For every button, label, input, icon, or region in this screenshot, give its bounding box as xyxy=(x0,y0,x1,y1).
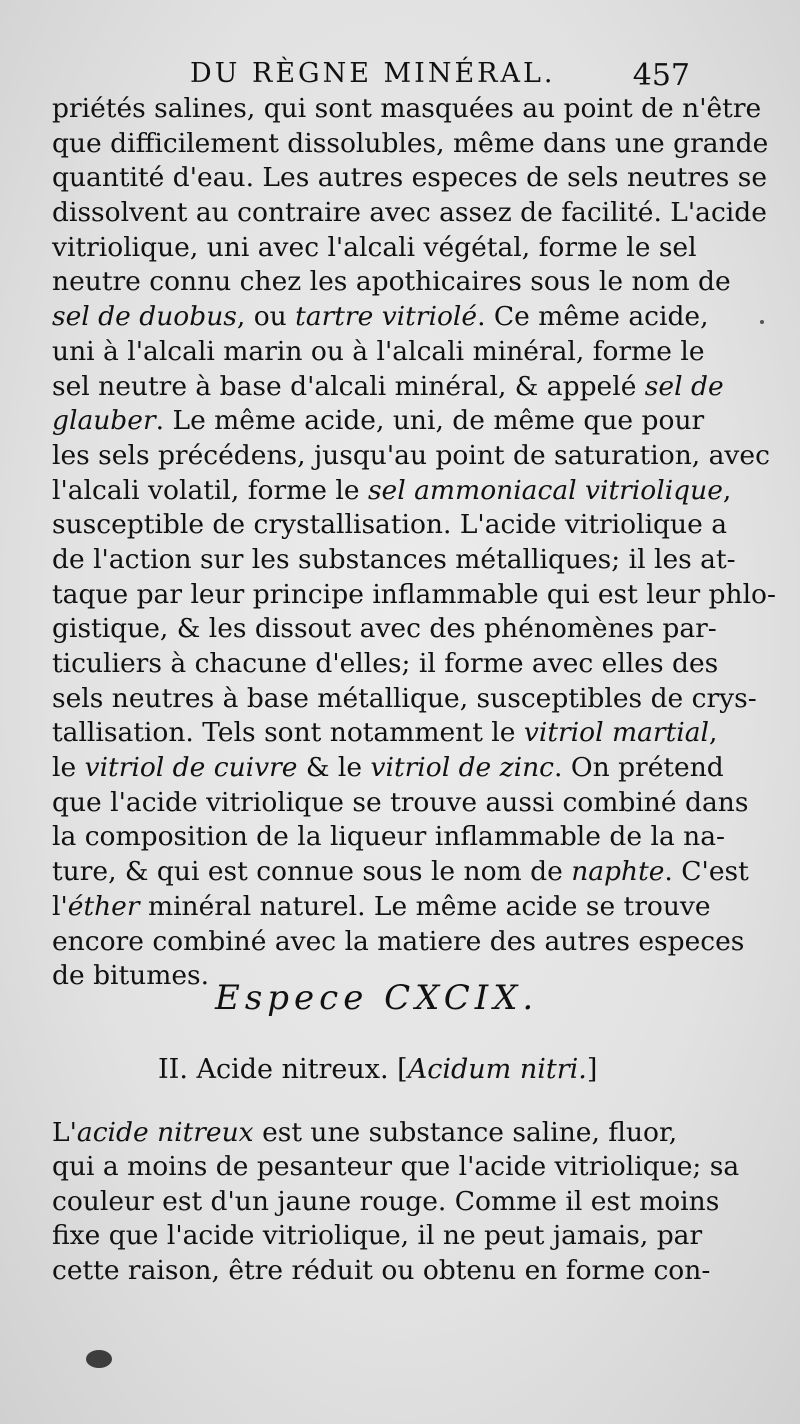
text-line xyxy=(52,265,731,300)
text-run: cette raison, être réduit ou obtenu en forme con- xyxy=(52,1254,711,1286)
italic-term: vitriol de cuivre xyxy=(84,752,298,784)
text-line xyxy=(52,890,712,925)
text-run: , xyxy=(708,717,718,749)
italic-term: éther xyxy=(67,890,140,922)
text-run: ticuliers à chacune d'elles; il forme avec elles des xyxy=(52,648,719,679)
italic-term: glauber xyxy=(52,405,156,437)
text-run: . C'est xyxy=(664,856,749,888)
text-line xyxy=(52,1150,740,1184)
text-line xyxy=(52,335,712,370)
paragraph-acide-nitreux xyxy=(52,1116,740,1288)
text-run: de l'action sur les substances métalliques; il les at- xyxy=(52,543,736,575)
text-run: . Ce même acide, xyxy=(477,301,709,333)
text-line xyxy=(52,231,712,266)
text-run: couleur est d'un jaune rouge. Comme il est moins xyxy=(52,1185,720,1217)
text-line xyxy=(52,647,719,682)
text-run: les sels précédens, jusqu'au point de saturation, avec xyxy=(52,439,770,471)
paragraph-acide-vitriolique xyxy=(52,92,776,994)
text-run: dissolvent au contraire avec assez de facilité. L'acide xyxy=(52,197,767,229)
text-run: est une substance saline, fluor, xyxy=(253,1117,678,1148)
italic-term: vitriol de zinc xyxy=(370,752,555,784)
text-line xyxy=(52,1254,712,1288)
text-line xyxy=(52,1185,720,1219)
text-run: . On prétend xyxy=(554,752,724,784)
text-run: sel neutre à base d'alcali minéral, & appelé xyxy=(52,370,645,402)
text-run: quantité d'eau. Les autres especes de sels neutres se xyxy=(52,162,768,194)
text-line xyxy=(52,1219,712,1253)
subheading-name: Acide nitreux. xyxy=(196,1054,389,1085)
text-line xyxy=(52,855,749,890)
text-run: uni à l'alcali marin ou à l'alcali minéral, forme le xyxy=(52,335,705,367)
text-line xyxy=(52,474,732,509)
text-line xyxy=(52,1116,712,1150)
italic-term: sel de duobus xyxy=(52,301,237,333)
text-run: taque par leur principe inflammable qui est leur phlo- xyxy=(52,578,776,610)
bracket-open: [ xyxy=(397,1054,408,1085)
text-run: sels neutres à base métallique, susceptibles de crys- xyxy=(52,682,757,714)
text-run: fixe que l'acide vitriolique, il ne peut jamais, par xyxy=(52,1220,703,1252)
text-run: minéral naturel. Le même acide se trouve xyxy=(139,890,711,922)
text-line xyxy=(52,404,712,439)
text-line xyxy=(52,682,757,717)
text-line xyxy=(52,716,718,751)
italic-term: sel de xyxy=(644,370,724,402)
text-line xyxy=(52,751,724,786)
text-line xyxy=(52,300,712,335)
text-line xyxy=(52,508,727,543)
text-run: priétés salines, qui sont masquées au point de n'être xyxy=(52,93,762,124)
text-run: que difficilement dissolubles, même dans une grande xyxy=(52,127,769,159)
page-number: 457 xyxy=(632,58,690,93)
subheading-latin: Acidum nitri. xyxy=(407,1054,587,1085)
text-line xyxy=(52,92,762,127)
text-run: l'alcali volatil, forme le xyxy=(52,474,368,506)
text-line xyxy=(52,925,745,960)
text-run: tallisation. Tels sont notamment le xyxy=(52,717,524,749)
subheading-number: II. xyxy=(158,1054,188,1085)
text-run: de bitumes. xyxy=(52,960,210,992)
species-heading: Espece CXCIX. xyxy=(215,978,539,1018)
text-line xyxy=(52,161,768,196)
text-run: & le xyxy=(297,752,371,784)
text-run: L' xyxy=(52,1117,77,1148)
text-run: , xyxy=(722,474,732,506)
text-line xyxy=(52,578,776,613)
text-run: gistique, & les dissout avec des phénomènes par- xyxy=(52,613,717,645)
italic-term: acide nitreux xyxy=(76,1117,254,1148)
italic-term: vitriol martial xyxy=(523,717,709,749)
text-line xyxy=(52,820,725,855)
text-line xyxy=(52,370,724,405)
text-line xyxy=(52,612,717,647)
bracket-close: ] xyxy=(586,1054,598,1085)
running-title: DU RÈGNE MINÉRAL. xyxy=(190,58,556,89)
text-run: ture, & qui est connue sous le nom de xyxy=(52,856,572,888)
text-run: . Le même acide, uni, de même que pour xyxy=(155,405,705,437)
text-line xyxy=(52,439,770,474)
text-run: qui a moins de pesanteur que l'acide vitriolique; sa xyxy=(52,1151,740,1183)
italic-term: sel ammoniacal vitriolique xyxy=(367,474,723,506)
text-line xyxy=(52,543,736,578)
text-run: susceptible de crystallisation. L'acide vitriolique a xyxy=(52,509,727,541)
text-run: , ou xyxy=(236,301,296,333)
subheading xyxy=(158,1054,597,1085)
text-run: le xyxy=(52,752,85,784)
text-run: la composition de la liqueur inflammable de la na- xyxy=(52,821,725,853)
text-line xyxy=(52,786,749,821)
text-run: que l'acide vitriolique se trouve aussi combiné dans xyxy=(52,786,749,818)
text-line xyxy=(52,196,767,231)
text-run: neutre connu chez les apothicaires sous le nom de xyxy=(52,266,731,298)
italic-term: naphte xyxy=(571,856,665,888)
text-line xyxy=(52,127,769,162)
italic-term: tartre vitriolé xyxy=(295,301,478,333)
text-run: vitriolique, uni avec l'alcali végétal, forme le sel xyxy=(52,231,697,263)
ink-speck xyxy=(760,320,764,324)
ink-blot xyxy=(86,1350,112,1368)
text-run: l' xyxy=(52,890,68,922)
text-run: encore combiné avec la matiere des autres especes xyxy=(52,925,745,957)
